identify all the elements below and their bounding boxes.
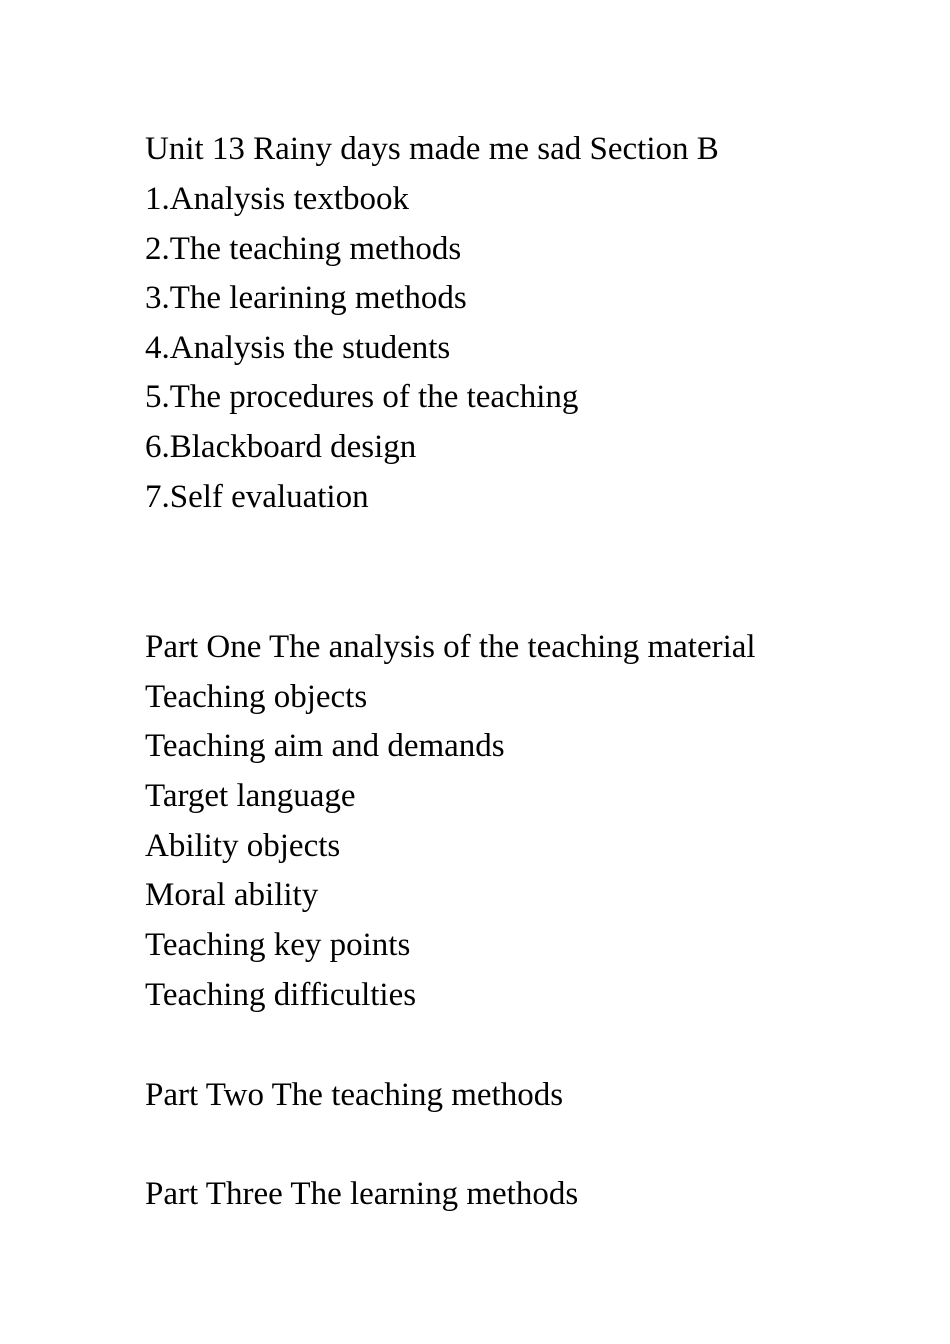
part-one-item: Target language bbox=[145, 778, 356, 814]
part-three-heading: Part Three The learning methods bbox=[145, 1176, 579, 1212]
outline-item: 5.The procedures of the teaching bbox=[145, 379, 579, 415]
part-one-item: Ability objects bbox=[145, 828, 341, 864]
part-one-item: Teaching difficulties bbox=[145, 977, 417, 1013]
part-one-item: Teaching key points bbox=[145, 927, 411, 963]
part-one-item: Teaching objects bbox=[145, 679, 368, 715]
outline-item: 2.The teaching methods bbox=[145, 231, 462, 267]
part-two-heading: Part Two The teaching methods bbox=[145, 1077, 564, 1113]
document-title: Unit 13 Rainy days made me sad Section B bbox=[145, 131, 719, 167]
outline-item: 6.Blackboard design bbox=[145, 429, 417, 465]
outline-item: 7.Self evaluation bbox=[145, 479, 369, 515]
part-one-item: Teaching aim and demands bbox=[145, 728, 505, 764]
outline-item: 1.Analysis textbook bbox=[145, 181, 409, 217]
part-one-heading: Part One The analysis of the teaching material bbox=[145, 629, 756, 665]
outline-item: 4.Analysis the students bbox=[145, 330, 451, 366]
part-one-item: Moral ability bbox=[145, 877, 319, 913]
outline-item: 3.The learining methods bbox=[145, 280, 467, 316]
